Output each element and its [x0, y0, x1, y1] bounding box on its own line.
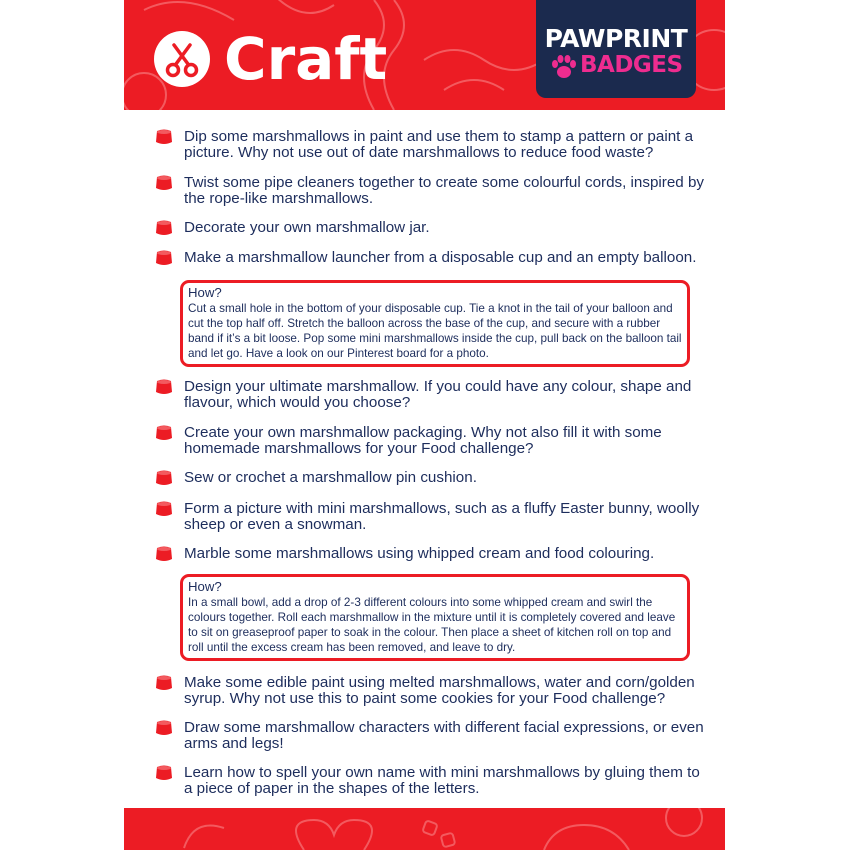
list-item-text: Make a marshmallow launcher from a disposable cup and an empty balloon. [184, 249, 697, 266]
logo-text-pawprint: PAWPRINT [544, 24, 688, 53]
marshmallow-bullet-icon [154, 470, 174, 486]
list-item-text: Dip some marshmallows in paint and use them to stamp a pattern or paint a picture. Why not use out of date marshmallows to reduce food waste? [184, 128, 694, 161]
marshmallow-bullet-icon [154, 250, 174, 266]
list-item-text: Create your own marshmallow packaging. Why not also fill it with some homemade marshmallows for your Food challenge? [184, 424, 662, 457]
list-item-text: Draw some marshmallow characters with different facial expressions, or even arms and legs! [184, 719, 704, 752]
page-title: Craft [224, 25, 388, 93]
list-item-text: Design your ultimate marshmallow. If you could have any colour, shape and flavour, which would you choose? [184, 378, 692, 411]
pawprint-badges-logo [536, 0, 696, 98]
marshmallow-bullet-icon [154, 765, 174, 781]
how-box-body: In a small bowl, add a drop of 2-3 different colours into some whipped cream and swirl the colours together. Roll each marshmallow in the mixture until it is completely covered and leave to sit on greaseproof paper to soak in the colour. Then place a sheet of kitchen roll on top and roll until the excess cream has been removed, and leave to dry. [188, 595, 676, 655]
marshmallow-bullet-icon [154, 546, 174, 562]
list-item-text: Make some edible paint using melted marshmallows, water and corn/golden syrup. Why not use this to paint some cookies for your Food challenge? [184, 674, 695, 707]
how-box-title: How? [188, 579, 222, 594]
scissors-icon [154, 31, 210, 87]
how-to-box-launcher [180, 280, 690, 367]
marshmallow-bullet-icon [154, 175, 174, 191]
activity-sheet [124, 0, 725, 850]
marshmallow-bullet-icon [154, 501, 174, 517]
list-item-text: Learn how to spell your own name with mini marshmallows by gluing them to a piece of paper in the shapes of the letters. [184, 764, 700, 797]
list-item-text: Decorate your own marshmallow jar. [184, 219, 430, 236]
footer-banner [124, 808, 725, 850]
how-to-box-marble [180, 574, 690, 661]
marshmallow-bullet-icon [154, 425, 174, 441]
how-box-title: How? [188, 285, 222, 300]
marshmallow-bullet-icon [154, 129, 174, 145]
marshmallow-bullet-icon [154, 675, 174, 691]
how-box-body: Cut a small hole in the bottom of your disposable cup. Tie a knot in the tail of your balloon and cut the top half off. Stretch the balloon across the base of the cup, and secure with a rubber band if it’s a bit loose. Pop some mini marshmallows inside the cup, pull back on the balloon tail and let go. Have a look on our Pinterest board for a photo. [188, 301, 682, 361]
heart-pattern-decoration [124, 808, 725, 850]
marshmallow-bullet-icon [154, 720, 174, 736]
header-banner [124, 0, 725, 110]
list-item-text: Sew or crochet a marshmallow pin cushion. [184, 469, 477, 486]
list-item-text: Form a picture with mini marshmallows, such as a fluffy Easter bunny, woolly sheep or even a snowman. [184, 500, 700, 533]
scissors-icon-badge [154, 31, 210, 87]
marshmallow-bullet-icon [154, 379, 174, 395]
list-item-text: Marble some marshmallows using whipped cream and food colouring. [184, 545, 655, 562]
marshmallow-bullet-icon [154, 220, 174, 236]
list-item-text: Twist some pipe cleaners together to create some colourful cords, inspired by the rope-like marshmallows. [184, 174, 705, 207]
paw-icon [550, 54, 578, 80]
logo-text-badges: BADGES [580, 52, 683, 78]
